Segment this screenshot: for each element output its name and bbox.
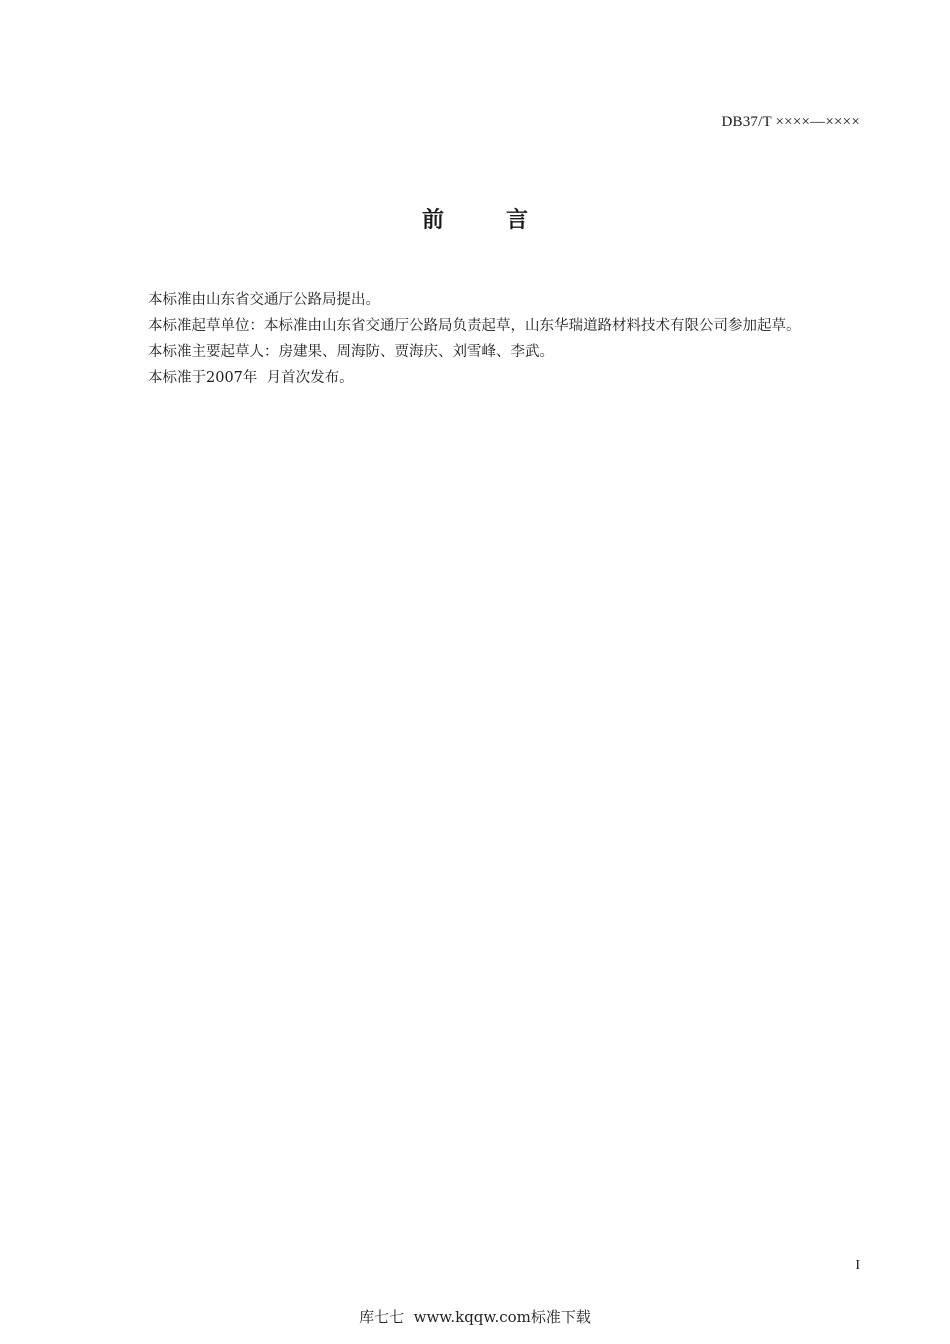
page-number: I bbox=[855, 1258, 860, 1273]
title-char-2: 言 bbox=[506, 208, 529, 233]
document-code: DB37/T ××××—×××× bbox=[721, 114, 860, 130]
paragraph-drafting-unit: 本标准起草单位：本标准由山东省交通厅公路局负责起草，山东华瑞道路材料技术有限公司参加起草。 bbox=[148, 318, 801, 334]
paragraph-drafters: 本标准主要起草人：房建果、周海防、贾海庆、刘雪峰、李武。 bbox=[148, 344, 554, 360]
page-title bbox=[0, 203, 950, 234]
title-char-1: 前 bbox=[421, 208, 444, 233]
paragraph-release: 本标准于2007年 月首次发布。 bbox=[148, 370, 354, 386]
footer-watermark: 库七七 www.kqqw.com标准下载 bbox=[359, 1308, 591, 1326]
foreword-body bbox=[113, 287, 861, 391]
paragraph-proposer: 本标准由山东省交通厅公路局提出。 bbox=[148, 292, 380, 308]
